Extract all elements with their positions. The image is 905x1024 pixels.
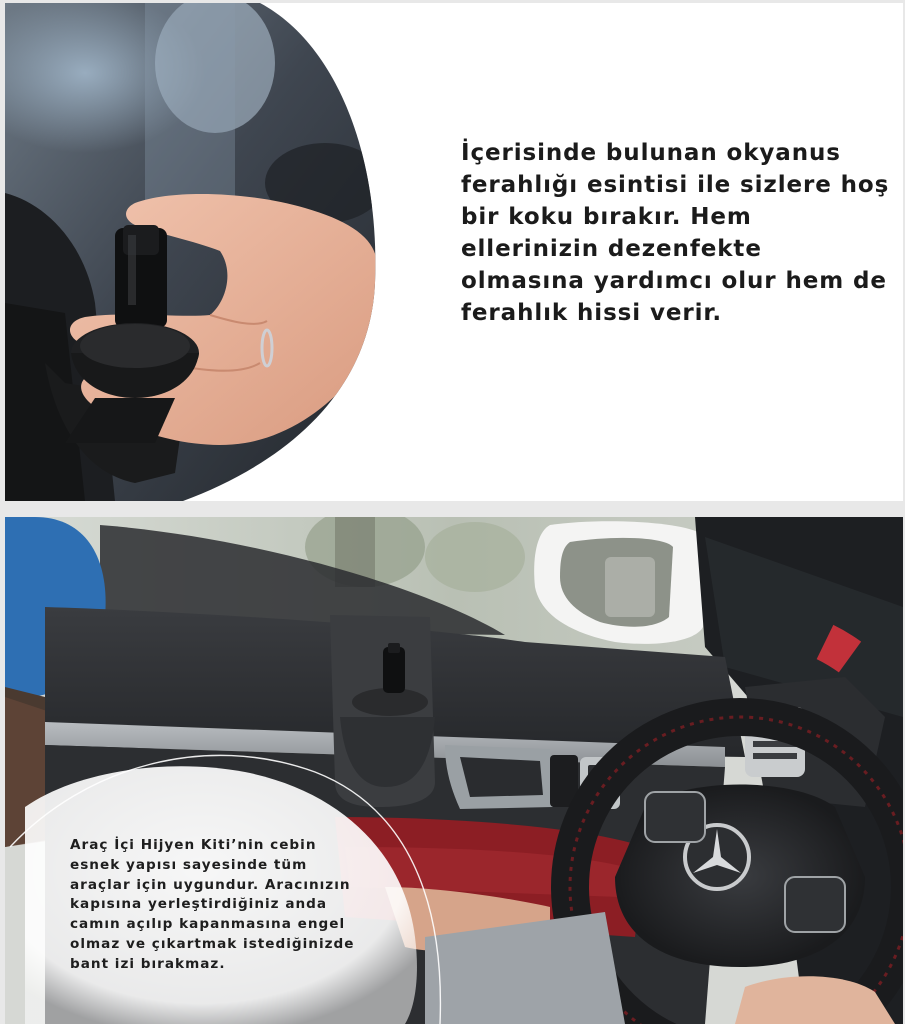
bottom-feature-panel — [5, 517, 903, 1024]
top-feature-panel — [5, 3, 903, 501]
bottom-description-text: Araç İçi Hijyen Kiti’nin cebin esnek yapısı sayesinde tüm araçlar için uygundur. Aracınızın kapısına yerleştirdiğiniz anda camın açılıp kapanmasına engel olmaz ve çıkartmak istediğinizde bant izi bırakmaz. — [70, 837, 355, 972]
top-description-text: İçerisinde bulunan okyanus ferahlığı esintisi ile sizlere hoş bir koku bırakır. Hem ellerinizin dezenfekte olmasına yardımcı olur hem de ferahlık hissi verir. — [461, 140, 890, 326]
